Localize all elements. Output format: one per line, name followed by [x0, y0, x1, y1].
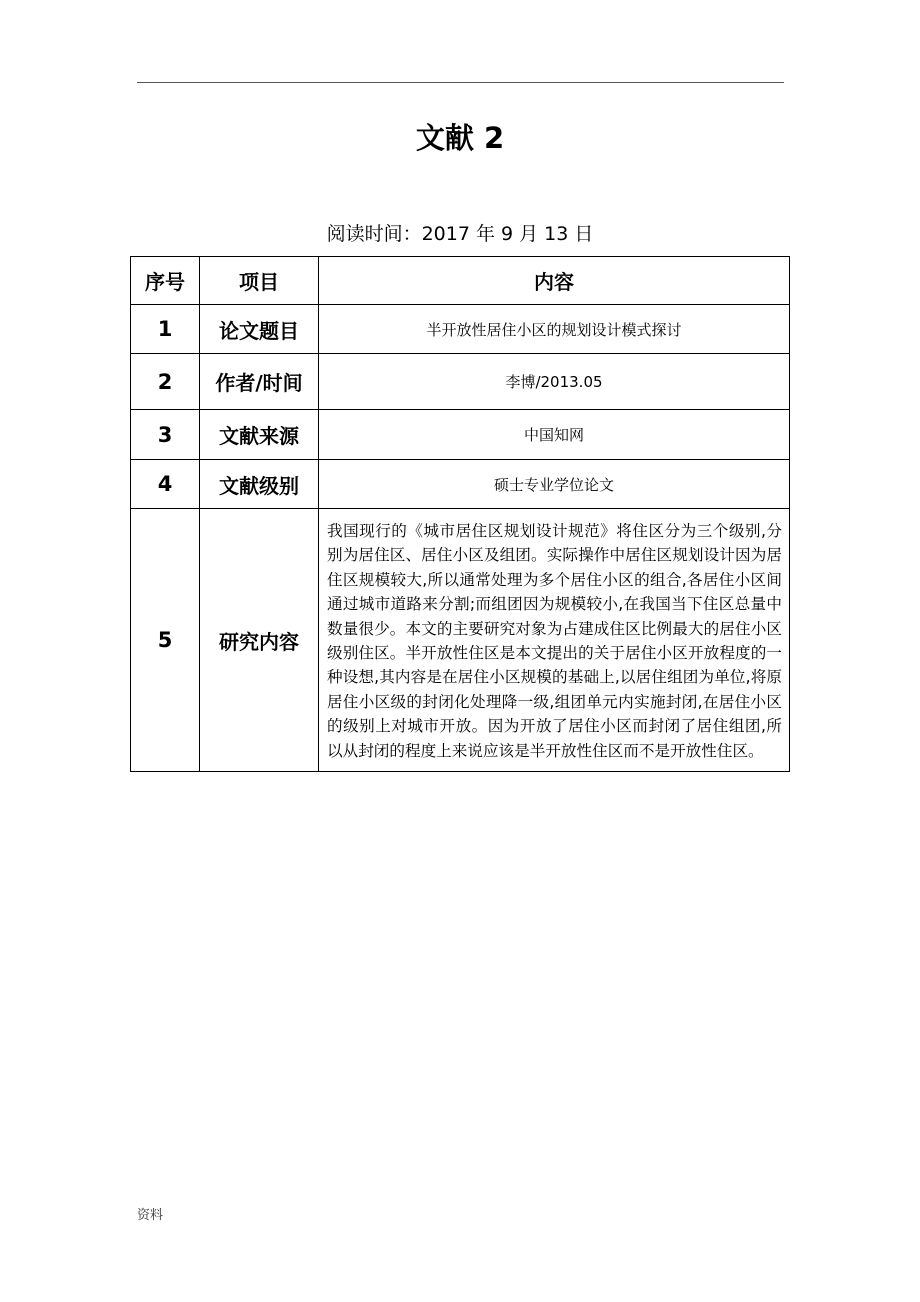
table-row [131, 305, 790, 354]
row-number: 2 [131, 354, 200, 410]
header-rule [137, 82, 784, 83]
table-row [131, 509, 790, 772]
row-content: 中国知网 [319, 410, 790, 460]
row-item: 论文题目 [200, 305, 319, 354]
row-item: 文献级别 [200, 460, 319, 509]
table-row [131, 410, 790, 460]
footer-note: 资料 [137, 1208, 164, 1223]
row-item: 作者/时间 [200, 354, 319, 410]
literature-info-table [130, 256, 790, 772]
header-item: 项目 [200, 257, 319, 305]
row-content: 硕士专业学位论文 [319, 460, 790, 509]
table-row [131, 354, 790, 410]
document-title: 文献 2 [415, 121, 505, 155]
research-content-paragraph: 我国现行的《城市居住区规划设计规范》将住区分为三个级别,分别为居住区、居住小区及组团。实际操作中居住区规划设计因为居住区规模较大,所以通常处理为多个居住小区的组合,各居住小区间通过城市道路来分割;而组团因为规模较小,在我国当下住区总量中数量很少。本文的主要研究对象为占建成住区比例最大的居住小区级别住区。半开放性住区是本文提出的关于居住小区开放程度的一种设想,其内容是在居住小区规模的基础上,以居住组团为单位,将原居住小区级的封闭化处理降一级,组团单元内实施封闭,在居住小区的级别上对城市开放。因为开放了居住小区而封闭了居住组团,所以从封闭的程度上来说应该是半开放性住区而不是开放性住区。 [319, 509, 790, 772]
row-number: 4 [131, 460, 200, 509]
row-item: 研究内容 [200, 509, 319, 772]
header-no: 序号 [131, 257, 200, 305]
row-number: 5 [131, 509, 200, 772]
row-content: 半开放性居住小区的规划设计模式探讨 [319, 305, 790, 354]
table-row [131, 460, 790, 509]
reading-time: 阅读时间：2017 年 9 月 13 日 [326, 223, 594, 245]
header-content: 内容 [319, 257, 790, 305]
row-item: 文献来源 [200, 410, 319, 460]
row-number: 3 [131, 410, 200, 460]
row-content: 李博/2013.05 [319, 354, 790, 410]
table-header-row [131, 257, 790, 305]
row-number: 1 [131, 305, 200, 354]
